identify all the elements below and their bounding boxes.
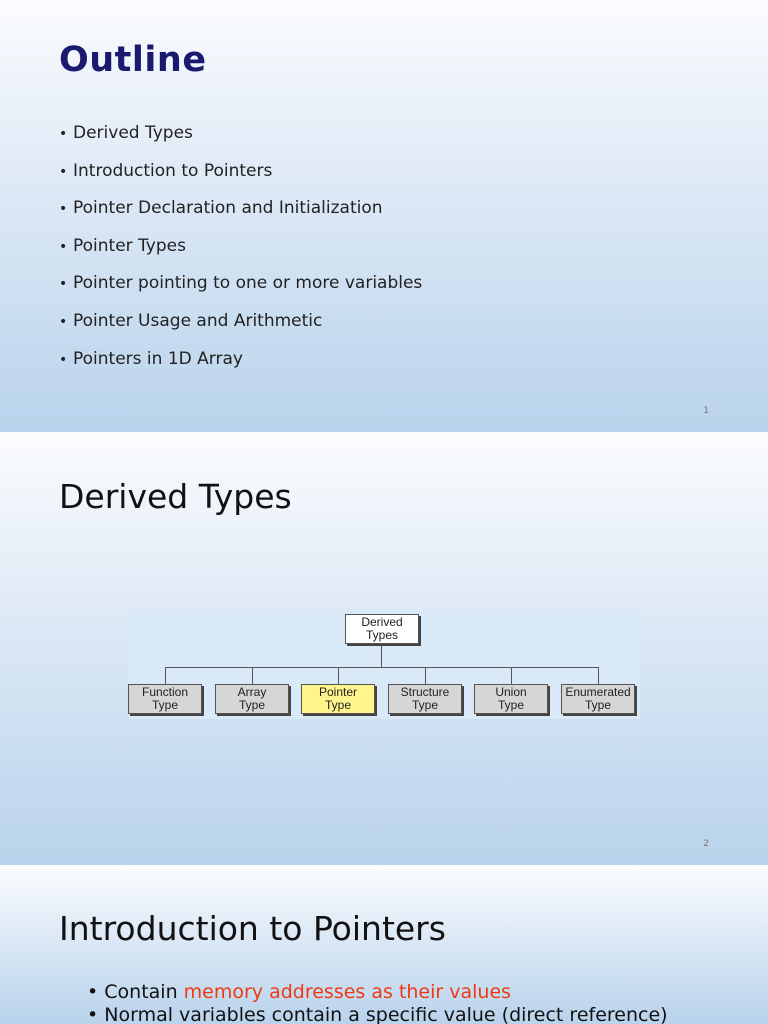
outline-list [59,122,422,385]
list-item: • Pointer Declaration and Initialization [59,198,383,219]
diagram-node-function-type: Function Type [128,684,202,714]
list-item: • Pointer Types [59,235,186,256]
list-item: • Derived Types [59,123,193,143]
connector-line [511,667,512,684]
derived-types-diagram [128,609,640,719]
diagram-node-array-type: Array Type [215,684,289,714]
slide-derived-types [0,433,768,865]
intro-list [87,981,668,1024]
bullet-icon: • [59,238,68,255]
bullet-icon: • [59,351,68,368]
list-item: • Pointers in 1D Array [59,348,243,369]
connector-line [425,667,426,684]
bullet-icon: • [59,276,68,293]
bullet-icon: • [87,981,99,1003]
bullet-icon: • [59,313,68,330]
bullet-icon: • [59,126,68,142]
slide-title: Outline [59,40,207,80]
connector-line [598,667,599,684]
diagram-node-structure-type: Structure Type [388,684,462,714]
highlighted-text: memory addresses as their values [183,981,512,1003]
bullet-icon: • [59,201,68,218]
connector-line [165,667,599,668]
slide-title: Derived Types [59,477,292,516]
bullet-icon: • [87,1004,99,1024]
diagram-node-union-type: Union Type [474,684,548,714]
slide-number: 1 [703,406,709,416]
connector-line [252,667,253,684]
list-item: • Contain memory addresses as their values [87,981,512,1003]
slide-outline [0,0,768,432]
list-item: • Normal variables contain a specific value (direct reference) [87,1004,668,1024]
connector-line [338,667,339,684]
list-item: • Pointer pointing to one or more variables [59,273,423,294]
connector-line [381,646,382,668]
slide-introduction-to-pointers [0,866,768,1024]
list-item: • Pointer Usage and Arithmetic [59,310,323,331]
diagram-node-pointer-type: Pointer Type [301,684,375,714]
diagram-node-enumerated-type: Enumerated Type [561,684,635,714]
slide-number: 2 [703,839,709,849]
list-item: • Introduction to Pointers [59,160,273,181]
connector-line [165,667,166,684]
bullet-icon: • [59,163,68,180]
diagram-root-node: Derived Types [345,614,419,644]
slide-title: Introduction to Pointers [59,909,446,948]
